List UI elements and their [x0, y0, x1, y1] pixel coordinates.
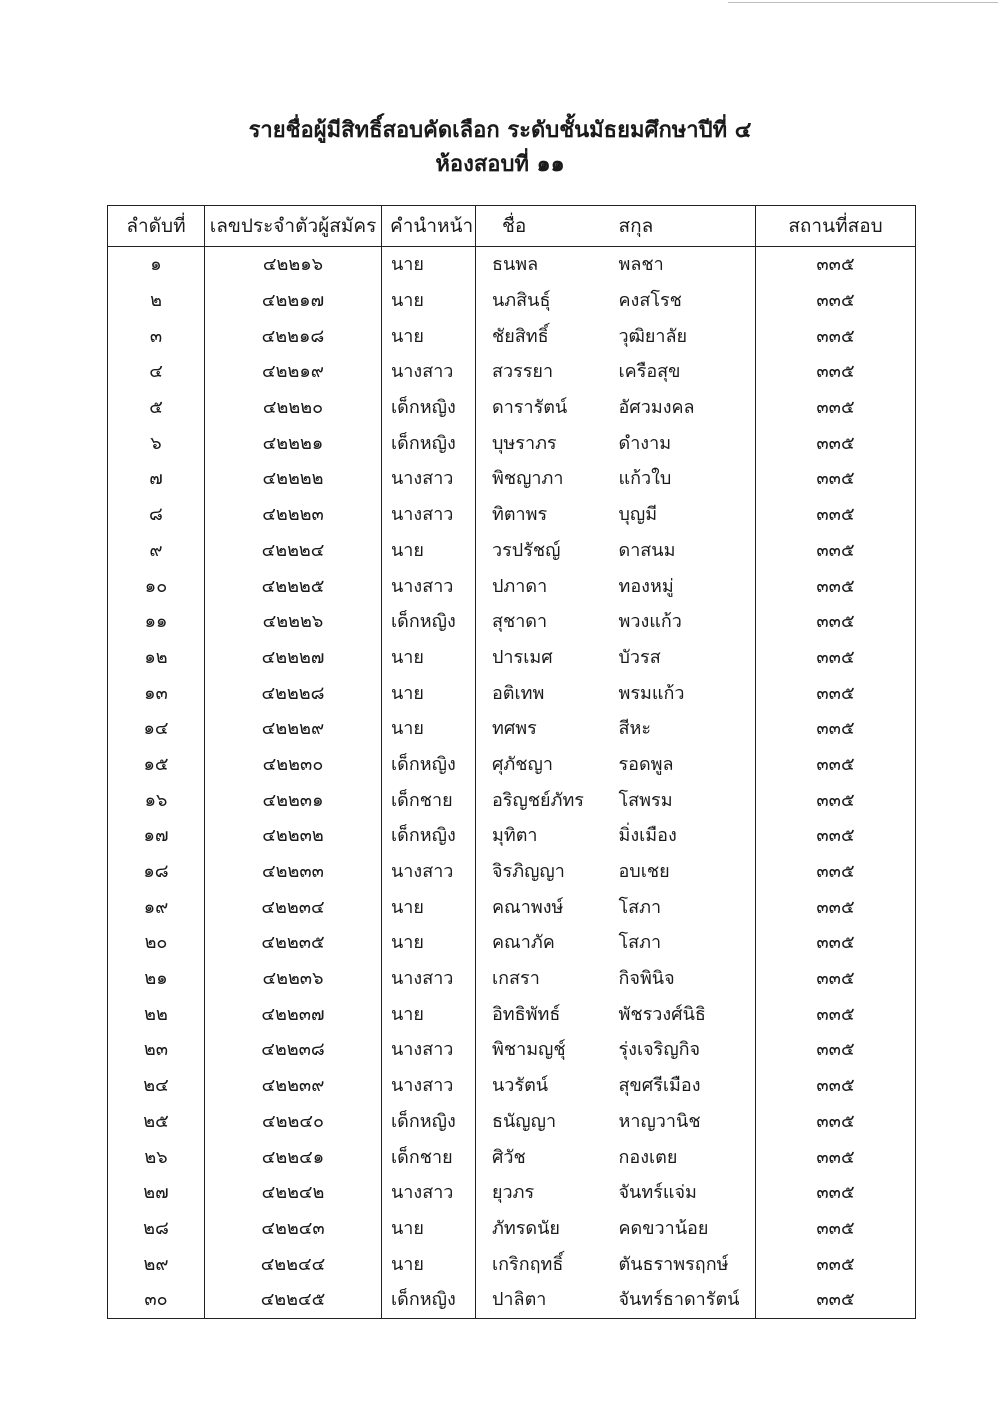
applicant-id: ๔๒๒๔๓: [205, 1211, 382, 1247]
row-number: ๑: [108, 247, 205, 283]
first-name: พิชญาภา: [476, 461, 607, 497]
name-prefix: เด็กหญิง: [382, 747, 476, 783]
first-name: เกริกฤทธิ์: [476, 1246, 607, 1282]
applicant-id: ๔๒๒๒๗: [205, 640, 382, 676]
last-name: มิ่งเมือง: [607, 818, 756, 854]
first-name: อริญชย์ภัทร: [476, 782, 607, 818]
row-number: ๓: [108, 318, 205, 354]
table-header-row: [108, 206, 916, 247]
first-name: ยุวภร: [476, 1175, 607, 1211]
row-number: ๓๐: [108, 1282, 205, 1318]
table-row: [108, 1246, 916, 1282]
table-row: [108, 568, 916, 604]
first-name: ธนพล: [476, 247, 607, 283]
top-edge-line: [728, 2, 998, 3]
exam-room: ๓๓๕: [756, 1032, 916, 1068]
name-prefix: นาย: [382, 711, 476, 747]
last-name: พัชรวงศ์นิธิ: [607, 996, 756, 1032]
exam-room: ๓๓๕: [756, 283, 916, 319]
header-prefix: คำนำหน้า: [382, 206, 476, 247]
first-name: คณาภัค: [476, 925, 607, 961]
table-row: [108, 818, 916, 854]
name-prefix: นาย: [382, 247, 476, 283]
last-name: สุขศรีเมือง: [607, 1068, 756, 1104]
applicant-id: ๔๒๒๑๙: [205, 354, 382, 390]
first-name: พิชามญชุ์: [476, 1032, 607, 1068]
name-prefix: นาย: [382, 889, 476, 925]
applicant-id: ๔๒๒๓๑: [205, 782, 382, 818]
row-number: ๑๖: [108, 782, 205, 818]
name-prefix: เด็กหญิง: [382, 604, 476, 640]
row-number: ๒๗: [108, 1175, 205, 1211]
last-name: หาญวานิช: [607, 1104, 756, 1140]
last-name: พลชา: [607, 247, 756, 283]
header-last-name: สกุล: [607, 206, 756, 247]
row-number: ๔: [108, 354, 205, 390]
first-name: ทศพร: [476, 711, 607, 747]
last-name: บัวรส: [607, 640, 756, 676]
applicant-id: ๔๒๒๑๘: [205, 318, 382, 354]
table-row: [108, 996, 916, 1032]
applicant-id: ๔๒๒๑๗: [205, 283, 382, 319]
last-name: กิจพินิจ: [607, 961, 756, 997]
exam-room: ๓๓๕: [756, 640, 916, 676]
applicant-id: ๔๒๒๓๐: [205, 747, 382, 783]
first-name: นภสินธุ์: [476, 283, 607, 319]
exam-room: ๓๓๕: [756, 318, 916, 354]
table-row: [108, 711, 916, 747]
exam-room: ๓๓๕: [756, 533, 916, 569]
row-number: ๘: [108, 497, 205, 533]
last-name: คดขวาน้อย: [607, 1211, 756, 1247]
row-number: ๒: [108, 283, 205, 319]
applicant-id: ๔๒๒๒๕: [205, 568, 382, 604]
row-number: ๗: [108, 461, 205, 497]
applicant-id: ๔๒๒๒๑: [205, 425, 382, 461]
name-prefix: นางสาว: [382, 354, 476, 390]
table-row: [108, 854, 916, 890]
row-number: ๕: [108, 390, 205, 426]
last-name: รอดพูล: [607, 747, 756, 783]
name-prefix: เด็กชาย: [382, 782, 476, 818]
exam-room: ๓๓๕: [756, 747, 916, 783]
row-number: ๒๒: [108, 996, 205, 1032]
name-prefix: นาย: [382, 318, 476, 354]
applicant-id: ๔๒๒๔๒: [205, 1175, 382, 1211]
exam-room: ๓๓๕: [756, 390, 916, 426]
row-number: ๒๕: [108, 1104, 205, 1140]
table-row: [108, 604, 916, 640]
applicant-id: ๔๒๒๒๖: [205, 604, 382, 640]
last-name: โสภา: [607, 889, 756, 925]
row-number: ๑๘: [108, 854, 205, 890]
candidate-table: [107, 205, 916, 1319]
table-row: [108, 497, 916, 533]
table-row: [108, 533, 916, 569]
last-name: เครือสุข: [607, 354, 756, 390]
first-name: นวรัตน์: [476, 1068, 607, 1104]
table-row: [108, 1139, 916, 1175]
last-name: แก้วใบ: [607, 461, 756, 497]
title-line-2: ห้องสอบที่ ๑๑: [435, 152, 565, 177]
applicant-id: ๔๒๒๓๗: [205, 996, 382, 1032]
first-name: มุทิตา: [476, 818, 607, 854]
header-no: ลำดับที่: [108, 206, 205, 247]
exam-room: ๓๓๕: [756, 925, 916, 961]
applicant-id: ๔๒๒๓๒: [205, 818, 382, 854]
row-number: ๖: [108, 425, 205, 461]
name-prefix: เด็กชาย: [382, 1139, 476, 1175]
first-name: บุษราภร: [476, 425, 607, 461]
row-number: ๒๘: [108, 1211, 205, 1247]
name-prefix: นาย: [382, 640, 476, 676]
table-row: [108, 675, 916, 711]
row-number: ๑๒: [108, 640, 205, 676]
first-name: อติเทพ: [476, 675, 607, 711]
row-number: ๒๑: [108, 961, 205, 997]
exam-room: ๓๓๕: [756, 1282, 916, 1318]
first-name: ศิวัช: [476, 1139, 607, 1175]
exam-room: ๓๓๕: [756, 247, 916, 283]
table-row: [108, 247, 916, 283]
first-name: จิรภิญญา: [476, 854, 607, 890]
last-name: อัศวมงคล: [607, 390, 756, 426]
applicant-id: ๔๒๒๓๓: [205, 854, 382, 890]
last-name: บุญมี: [607, 497, 756, 533]
name-prefix: นาย: [382, 675, 476, 711]
name-prefix: นางสาว: [382, 461, 476, 497]
first-name: วรปรัชญ์: [476, 533, 607, 569]
row-number: ๒๙: [108, 1246, 205, 1282]
row-number: ๑๔: [108, 711, 205, 747]
name-prefix: เด็กหญิง: [382, 425, 476, 461]
first-name: ปารเมศ: [476, 640, 607, 676]
table-row: [108, 1104, 916, 1140]
row-number: ๑๑: [108, 604, 205, 640]
first-name: ปาลิตา: [476, 1282, 607, 1318]
row-number: ๒๖: [108, 1139, 205, 1175]
table-row: [108, 390, 916, 426]
table-row: [108, 354, 916, 390]
table-row: [108, 1068, 916, 1104]
applicant-id: ๔๒๒๓๙: [205, 1068, 382, 1104]
applicant-id: ๔๒๒๓๖: [205, 961, 382, 997]
exam-room: ๓๓๕: [756, 818, 916, 854]
applicant-id: ๔๒๒๒๔: [205, 533, 382, 569]
table-row: [108, 318, 916, 354]
last-name: จันทร์ธาดารัตน์: [607, 1282, 756, 1318]
table-row: [108, 461, 916, 497]
name-prefix: นางสาว: [382, 961, 476, 997]
exam-room: ๓๓๕: [756, 1211, 916, 1247]
applicant-id: ๔๒๒๒๐: [205, 390, 382, 426]
exam-room: ๓๓๕: [756, 854, 916, 890]
name-prefix: นาย: [382, 925, 476, 961]
exam-room: ๓๓๕: [756, 1068, 916, 1104]
name-prefix: เด็กหญิง: [382, 1104, 476, 1140]
exam-room: ๓๓๕: [756, 568, 916, 604]
last-name: กองเตย: [607, 1139, 756, 1175]
table-row: [108, 1032, 916, 1068]
applicant-id: ๔๒๒๒๘: [205, 675, 382, 711]
first-name: ทิตาพร: [476, 497, 607, 533]
last-name: พรมแก้ว: [607, 675, 756, 711]
table-row: [108, 1175, 916, 1211]
row-number: ๑๓: [108, 675, 205, 711]
header-first-name: ชื่อ: [476, 206, 607, 247]
name-prefix: นาย: [382, 1211, 476, 1247]
table-row: [108, 889, 916, 925]
name-prefix: นางสาว: [382, 1068, 476, 1104]
applicant-id: ๔๒๒๓๔: [205, 889, 382, 925]
exam-room: ๓๓๕: [756, 889, 916, 925]
name-prefix: เด็กหญิง: [382, 390, 476, 426]
last-name: จันทร์แจ่ม: [607, 1175, 756, 1211]
applicant-id: ๔๒๒๒๒: [205, 461, 382, 497]
exam-room: ๓๓๕: [756, 782, 916, 818]
table-row: [108, 1282, 916, 1318]
table-row: [108, 1211, 916, 1247]
first-name: คณาพงษ์: [476, 889, 607, 925]
exam-room: ๓๓๕: [756, 675, 916, 711]
last-name: วุฒิยาลัย: [607, 318, 756, 354]
row-number: ๒๔: [108, 1068, 205, 1104]
first-name: ภัทรดนัย: [476, 1211, 607, 1247]
name-prefix: นาย: [382, 533, 476, 569]
name-prefix: นางสาว: [382, 497, 476, 533]
table-row: [108, 782, 916, 818]
exam-room: ๓๓๕: [756, 1175, 916, 1211]
header-applicant-id: เลขประจำตัวผู้สมัคร: [205, 206, 382, 247]
table-row: [108, 961, 916, 997]
last-name: สีหะ: [607, 711, 756, 747]
name-prefix: เด็กหญิง: [382, 818, 476, 854]
exam-room: ๓๓๕: [756, 354, 916, 390]
last-name: ตันธราพรฤกษ์: [607, 1246, 756, 1282]
table-row: [108, 283, 916, 319]
table-row: [108, 425, 916, 461]
row-number: ๒๐: [108, 925, 205, 961]
last-name: ดำงาม: [607, 425, 756, 461]
name-prefix: นางสาว: [382, 854, 476, 890]
exam-room: ๓๓๕: [756, 711, 916, 747]
last-name: คงสโรช: [607, 283, 756, 319]
first-name: ดารารัตน์: [476, 390, 607, 426]
exam-room: ๓๓๕: [756, 461, 916, 497]
name-prefix: นาย: [382, 283, 476, 319]
name-prefix: นาย: [382, 1246, 476, 1282]
row-number: ๒๓: [108, 1032, 205, 1068]
name-prefix: นางสาว: [382, 1032, 476, 1068]
exam-room: ๓๓๕: [756, 1139, 916, 1175]
table-row: [108, 925, 916, 961]
applicant-id: ๔๒๒๔๐: [205, 1104, 382, 1140]
first-name: เกสรา: [476, 961, 607, 997]
row-number: ๑๐: [108, 568, 205, 604]
applicant-id: ๔๒๒๓๘: [205, 1032, 382, 1068]
name-prefix: เด็กหญิง: [382, 1282, 476, 1318]
row-number: ๑๕: [108, 747, 205, 783]
first-name: สวรรยา: [476, 354, 607, 390]
exam-room: ๓๓๕: [756, 425, 916, 461]
applicant-id: ๔๒๒๔๔: [205, 1246, 382, 1282]
name-prefix: นางสาว: [382, 568, 476, 604]
last-name: โสภา: [607, 925, 756, 961]
last-name: รุ่งเจริญกิจ: [607, 1032, 756, 1068]
last-name: อบเชย: [607, 854, 756, 890]
applicant-id: ๔๒๒๓๕: [205, 925, 382, 961]
name-prefix: นางสาว: [382, 1175, 476, 1211]
first-name: ศุภัชญา: [476, 747, 607, 783]
row-number: ๑๙: [108, 889, 205, 925]
last-name: โสพรม: [607, 782, 756, 818]
exam-room: ๓๓๕: [756, 604, 916, 640]
row-number: ๑๗: [108, 818, 205, 854]
title-line-1: รายชื่อผู้มีสิทธิ์สอบคัดเลือก ระดับชั้นมัธยมศึกษาปีที่ ๔: [248, 118, 752, 143]
first-name: สุชาดา: [476, 604, 607, 640]
applicant-id: ๔๒๒๔๑: [205, 1139, 382, 1175]
table-row: [108, 640, 916, 676]
first-name: ปภาดา: [476, 568, 607, 604]
exam-room: ๓๓๕: [756, 996, 916, 1032]
applicant-id: ๔๒๒๔๕: [205, 1282, 382, 1318]
exam-room: ๓๓๕: [756, 1104, 916, 1140]
name-prefix: นาย: [382, 996, 476, 1032]
first-name: ชัยสิทธิ์: [476, 318, 607, 354]
last-name: ทองหมู่: [607, 568, 756, 604]
last-name: ดาสนม: [607, 533, 756, 569]
page-title: [0, 114, 1000, 182]
first-name: อิทธิพัทธ์: [476, 996, 607, 1032]
exam-room: ๓๓๕: [756, 1246, 916, 1282]
exam-room: ๓๓๕: [756, 961, 916, 997]
exam-room: ๓๓๕: [756, 497, 916, 533]
applicant-id: ๔๒๒๑๖: [205, 247, 382, 283]
applicant-id: ๔๒๒๒๙: [205, 711, 382, 747]
row-number: ๙: [108, 533, 205, 569]
applicant-id: ๔๒๒๒๓: [205, 497, 382, 533]
table-row: [108, 747, 916, 783]
last-name: พวงแก้ว: [607, 604, 756, 640]
header-exam-room: สถานที่สอบ: [756, 206, 916, 247]
first-name: ธนัญญา: [476, 1104, 607, 1140]
